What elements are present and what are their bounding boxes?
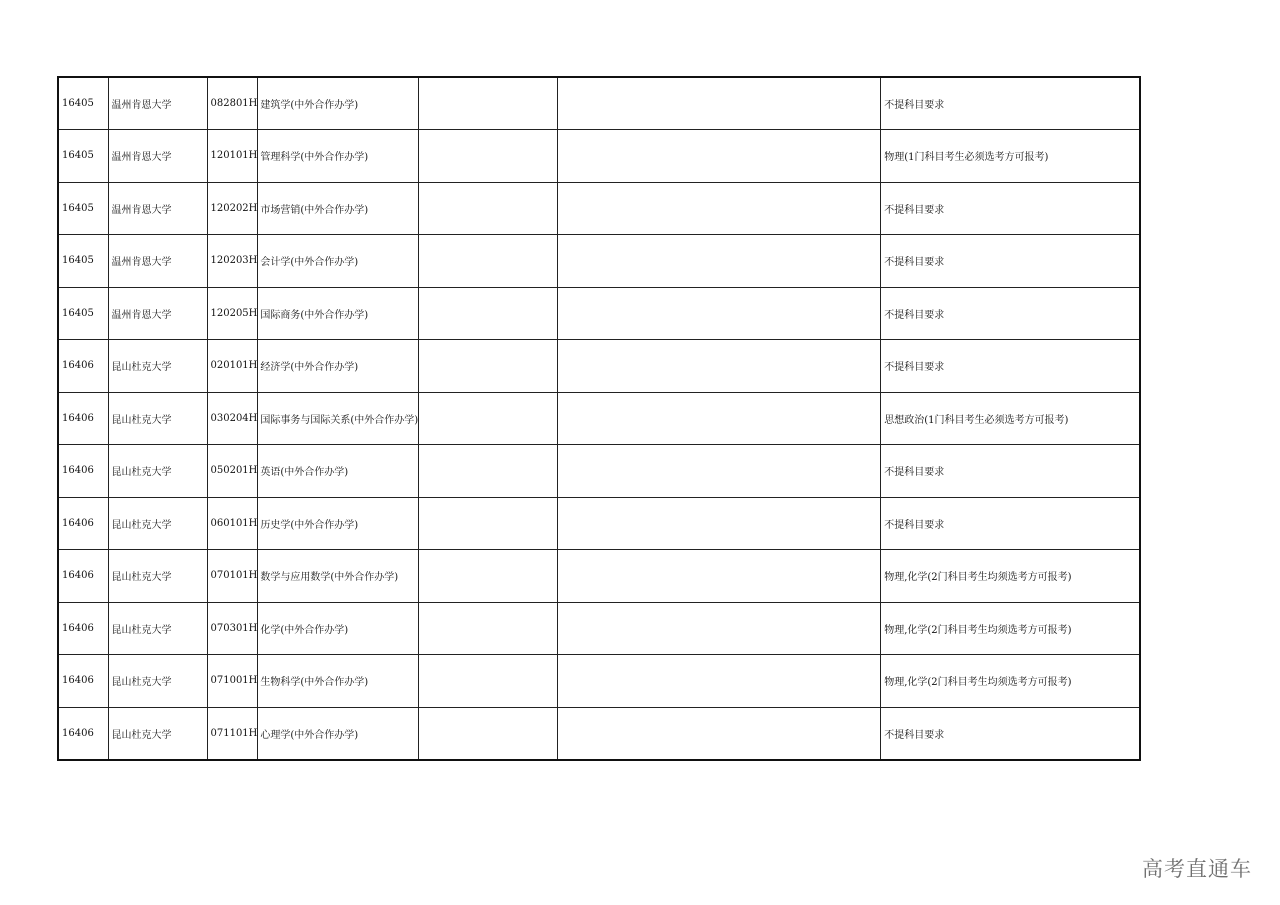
major-name-cell: 数学与应用数学(中外合作办学) bbox=[258, 550, 419, 603]
major-code-cell: 120203H bbox=[207, 235, 258, 288]
empty-cell bbox=[558, 602, 881, 655]
empty-cell bbox=[558, 445, 881, 498]
school-code-cell: 16406 bbox=[58, 340, 108, 393]
empty-cell bbox=[558, 707, 881, 760]
subject-requirement-cell: 不提科目要求 bbox=[881, 182, 1140, 235]
subject-requirement-cell: 不提科目要求 bbox=[881, 707, 1140, 760]
school-name-cell: 昆山杜克大学 bbox=[108, 445, 207, 498]
empty-cell bbox=[419, 497, 558, 550]
major-code-cell: 060101H bbox=[207, 497, 258, 550]
empty-cell bbox=[558, 130, 881, 183]
subject-requirement-cell: 不提科目要求 bbox=[881, 340, 1140, 393]
table-row bbox=[58, 497, 1140, 550]
school-name-cell: 温州肯恩大学 bbox=[108, 235, 207, 288]
school-code-cell: 16406 bbox=[58, 707, 108, 760]
major-code-cell: 070301H bbox=[207, 602, 258, 655]
empty-cell bbox=[419, 77, 558, 130]
empty-cell bbox=[558, 497, 881, 550]
empty-cell bbox=[419, 340, 558, 393]
subject-requirement-cell: 物理,化学(2门科目考生均须选考方可报考) bbox=[881, 550, 1140, 603]
empty-cell bbox=[558, 655, 881, 708]
table-row bbox=[58, 235, 1140, 288]
major-name-cell: 建筑学(中外合作办学) bbox=[258, 77, 419, 130]
subject-requirement-cell: 不提科目要求 bbox=[881, 77, 1140, 130]
school-code-cell: 16406 bbox=[58, 445, 108, 498]
subject-requirement-cell: 物理(1门科目考生必须选考方可报考) bbox=[881, 130, 1140, 183]
school-name-cell: 昆山杜克大学 bbox=[108, 392, 207, 445]
major-code-cell: 070101H bbox=[207, 550, 258, 603]
school-name-cell: 温州肯恩大学 bbox=[108, 77, 207, 130]
empty-cell bbox=[558, 235, 881, 288]
empty-cell bbox=[419, 445, 558, 498]
empty-cell bbox=[419, 707, 558, 760]
major-code-cell: 082801H bbox=[207, 77, 258, 130]
major-code-cell: 020101H bbox=[207, 340, 258, 393]
table-row bbox=[58, 707, 1140, 760]
school-code-cell: 16406 bbox=[58, 392, 108, 445]
empty-cell bbox=[419, 182, 558, 235]
empty-cell bbox=[419, 550, 558, 603]
table-row bbox=[58, 602, 1140, 655]
school-name-cell: 昆山杜克大学 bbox=[108, 707, 207, 760]
major-name-cell: 管理科学(中外合作办学) bbox=[258, 130, 419, 183]
major-name-cell: 生物科学(中外合作办学) bbox=[258, 655, 419, 708]
major-name-cell: 经济学(中外合作办学) bbox=[258, 340, 419, 393]
major-name-cell: 心理学(中外合作办学) bbox=[258, 707, 419, 760]
empty-cell bbox=[558, 182, 881, 235]
empty-cell bbox=[419, 655, 558, 708]
table-row bbox=[58, 392, 1140, 445]
empty-cell bbox=[419, 287, 558, 340]
empty-cell bbox=[419, 130, 558, 183]
major-code-cell: 120101H bbox=[207, 130, 258, 183]
school-name-cell: 昆山杜克大学 bbox=[108, 655, 207, 708]
subject-requirement-cell: 不提科目要求 bbox=[881, 497, 1140, 550]
table-row bbox=[58, 130, 1140, 183]
school-name-cell: 温州肯恩大学 bbox=[108, 287, 207, 340]
school-code-cell: 16405 bbox=[58, 287, 108, 340]
major-code-cell: 120202H bbox=[207, 182, 258, 235]
table-row bbox=[58, 340, 1140, 393]
table-row bbox=[58, 77, 1140, 130]
school-code-cell: 16406 bbox=[58, 655, 108, 708]
empty-cell bbox=[558, 77, 881, 130]
empty-cell bbox=[558, 392, 881, 445]
major-name-cell: 英语(中外合作办学) bbox=[258, 445, 419, 498]
empty-cell bbox=[419, 235, 558, 288]
table-row bbox=[58, 287, 1140, 340]
major-name-cell: 市场营销(中外合作办学) bbox=[258, 182, 419, 235]
major-name-cell: 历史学(中外合作办学) bbox=[258, 497, 419, 550]
major-code-cell: 071101H bbox=[207, 707, 258, 760]
major-name-cell: 国际商务(中外合作办学) bbox=[258, 287, 419, 340]
school-code-cell: 16405 bbox=[58, 77, 108, 130]
table-row bbox=[58, 550, 1140, 603]
school-code-cell: 16405 bbox=[58, 182, 108, 235]
school-code-cell: 16406 bbox=[58, 602, 108, 655]
school-name-cell: 温州肯恩大学 bbox=[108, 182, 207, 235]
subject-requirement-cell: 不提科目要求 bbox=[881, 445, 1140, 498]
school-name-cell: 昆山杜克大学 bbox=[108, 602, 207, 655]
empty-cell bbox=[419, 392, 558, 445]
major-name-cell: 化学(中外合作办学) bbox=[258, 602, 419, 655]
table-row bbox=[58, 445, 1140, 498]
school-code-cell: 16405 bbox=[58, 130, 108, 183]
empty-cell bbox=[558, 550, 881, 603]
major-code-cell: 071001H bbox=[207, 655, 258, 708]
subject-requirement-cell: 思想政治(1门科目考生必须选考方可报考) bbox=[881, 392, 1140, 445]
major-code-cell: 050201H bbox=[207, 445, 258, 498]
watermark-text: 高考直通车 bbox=[1142, 857, 1252, 881]
school-name-cell: 温州肯恩大学 bbox=[108, 130, 207, 183]
major-code-cell: 030204H bbox=[207, 392, 258, 445]
empty-cell bbox=[419, 602, 558, 655]
subject-requirement-cell: 不提科目要求 bbox=[881, 235, 1140, 288]
school-code-cell: 16406 bbox=[58, 497, 108, 550]
school-name-cell: 昆山杜克大学 bbox=[108, 550, 207, 603]
table-row bbox=[58, 655, 1140, 708]
school-name-cell: 昆山杜克大学 bbox=[108, 340, 207, 393]
major-name-cell: 国际事务与国际关系(中外合作办学) bbox=[258, 392, 419, 445]
table-body bbox=[58, 77, 1140, 760]
major-name-cell: 会计学(中外合作办学) bbox=[258, 235, 419, 288]
subject-requirement-cell: 物理,化学(2门科目考生均须选考方可报考) bbox=[881, 602, 1140, 655]
empty-cell bbox=[558, 340, 881, 393]
major-code-cell: 120205H bbox=[207, 287, 258, 340]
school-code-cell: 16405 bbox=[58, 235, 108, 288]
subject-requirement-cell: 不提科目要求 bbox=[881, 287, 1140, 340]
subject-requirement-cell: 物理,化学(2门科目考生均须选考方可报考) bbox=[881, 655, 1140, 708]
school-name-cell: 昆山杜克大学 bbox=[108, 497, 207, 550]
table-row bbox=[58, 182, 1140, 235]
school-code-cell: 16406 bbox=[58, 550, 108, 603]
empty-cell bbox=[558, 287, 881, 340]
requirements-table bbox=[57, 76, 1141, 761]
